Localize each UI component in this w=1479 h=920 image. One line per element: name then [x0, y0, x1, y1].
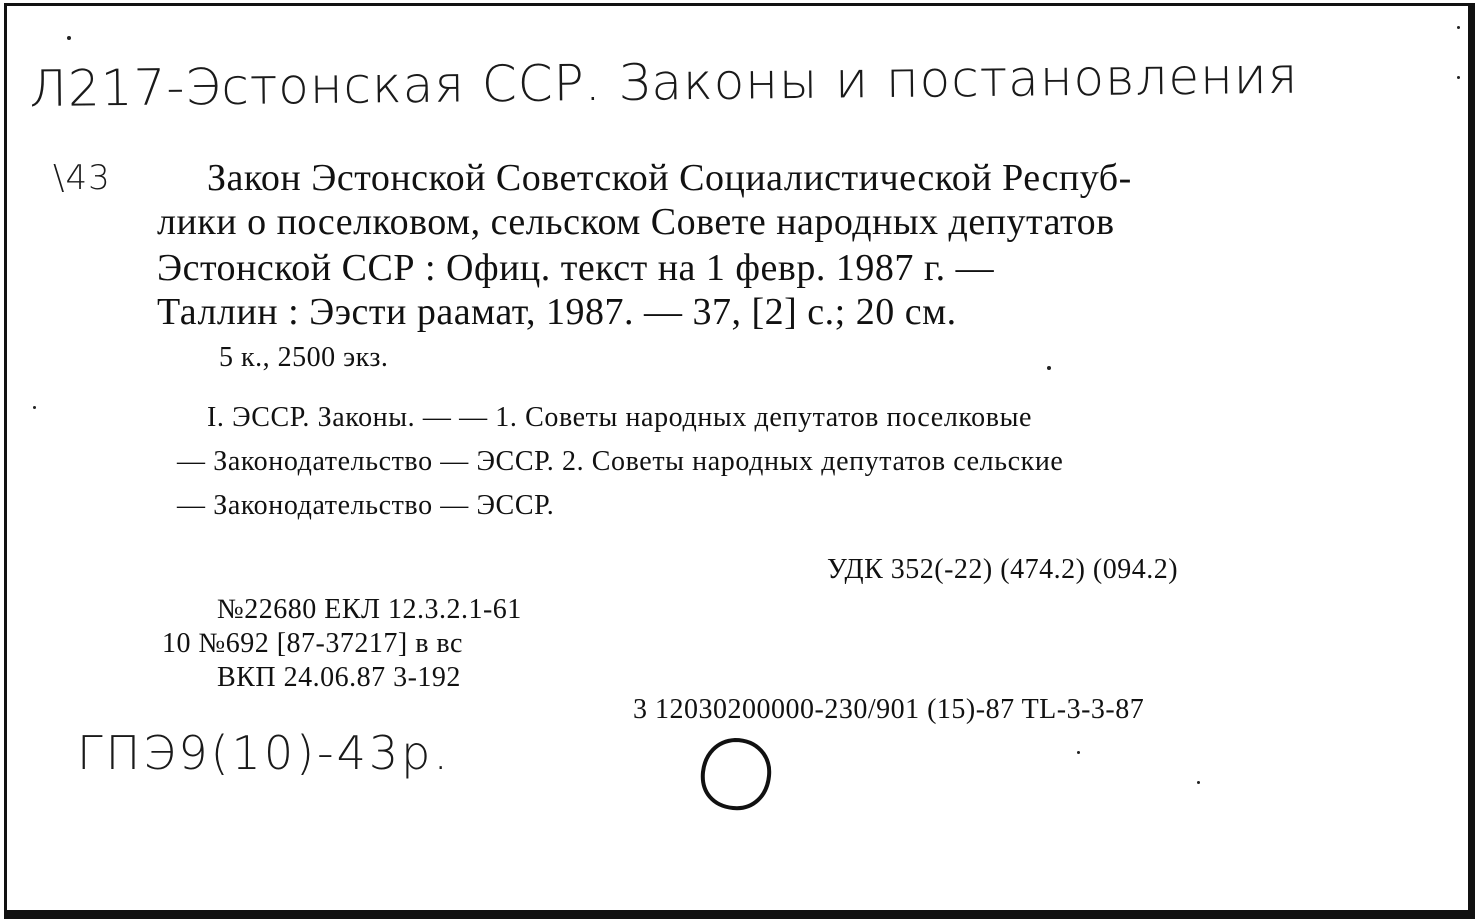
- title-line-3: Эстонской ССР : Офиц. текст на 1 февр. 1987 г. —: [157, 247, 995, 289]
- tech-line-3: ВКП 24.06.87 3-192: [217, 662, 461, 693]
- tech-line-1: №22680 ЕКЛ 12.3.2.1-61: [217, 594, 522, 625]
- index-line: 3 12030200000-230/901 (15)-87 TL-3-3-87: [633, 694, 1145, 725]
- price-print-run: 5 к., 2500 экз.: [219, 342, 389, 373]
- speck: [33, 406, 36, 409]
- subject-line-2: — Законодательство — ЭССР. 2. Советы народных депутатов сельские: [177, 446, 1064, 477]
- speck: [1457, 26, 1460, 29]
- speck: [1077, 751, 1080, 754]
- title-line-4: Таллин : Ээсти раамат, 1987. — 37, [2] с.; 20 см.: [157, 291, 957, 333]
- handwritten-heading: Л217-Эстонская ССР. Законы и постановления: [29, 46, 1299, 118]
- handwritten-shelf-mark: ГПЭ9(10)-43р.: [77, 726, 451, 780]
- catalog-card: [4, 3, 1475, 919]
- handwritten-entry-number: \43: [53, 158, 111, 198]
- speck: [1457, 76, 1460, 79]
- title-line-2: лики о поселковом, сельском Совете народных депутатов: [157, 201, 1115, 243]
- subject-line-1: I. ЭССР. Законы. — — 1. Советы народных депутатов поселковые: [207, 402, 1033, 433]
- round-stamp-icon: [695, 734, 775, 814]
- title-line-1: Закон Эстонской Советской Социалистической Респуб-: [207, 157, 1132, 199]
- tech-line-2: 10 №692 [87-37217] в вс: [162, 628, 463, 659]
- speck: [1197, 781, 1200, 784]
- speck: [1047, 366, 1051, 370]
- subject-line-3: — Законодательство — ЭССР.: [177, 490, 555, 521]
- speck: [67, 36, 71, 40]
- udc-code: УДК 352(-22) (474.2) (094.2): [827, 554, 1179, 585]
